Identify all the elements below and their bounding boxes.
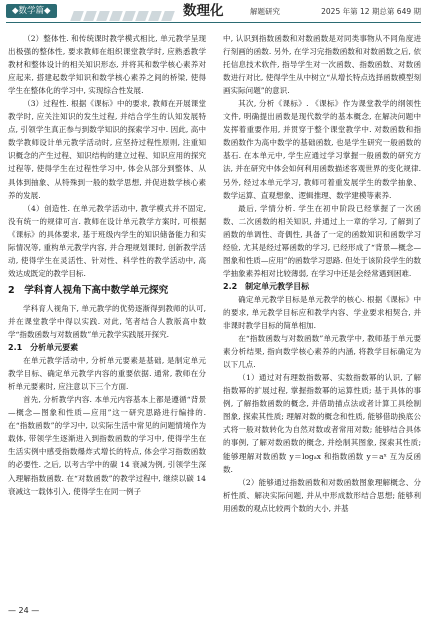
section-tag: ◆数学篇◆ xyxy=(6,4,57,18)
paragraph: 在“指数函数与对数函数”单元教学中, 教师基于单元要素分析结果, 指向数学核心素养的内涵, 将教学目标确定为以下几点. xyxy=(223,334,421,370)
issue-info: 2025 年第 12 期总第 649 期 xyxy=(321,7,421,16)
subsection-heading: 2.1 分析单元要素 xyxy=(8,343,79,353)
header-rule xyxy=(6,22,421,23)
paragraph: （2）能够通过指数函数和对数函数图象理解概念、分析性质、解决实际问题, 并从中形成数形结合思想; 能够利用函数的观点比较两个数的大小, 并基 xyxy=(223,477,421,513)
paragraph: 在单元教学活动中, 分析单元要素是基础, 是制定单元教学目标、确定单元教学内容的重要依据. 通常, 教师在分析单元要素时, 应注意以下三个方面. xyxy=(8,356,206,392)
paragraph: 最后, 学情分析. 学生在初中阶段已经掌握了一次函数、二次函数的相关知识, 并通过上一章的学习, 了解到了函数的单调性、奇偶性, 具备了一定的函数知识和函数学习经验, 尤其是经过幂函数的学习, 已经形成了“背景—概念—图象和性质—应用”的函数学习思路. 但处于该阶段学生的数学抽象素养相对比较薄弱, 在学习中还是会经常遇到困难. xyxy=(223,203,421,278)
paragraph: 学科育人视角下, 单元教学的优势逐渐得到教师的认可, 并在课堂教学中得以实践. 对此, 笔者结合人教版高中数学“指数函数与对数函数”单元教学实践展开探究. xyxy=(8,303,206,339)
journal-logo: 数理化 xyxy=(183,3,224,19)
paragraph: （3）过程性. 根据《课标》中的要求, 教师在开展课堂教学时, 应关注知识的发生过程, 并结合学生的认知发展特点, 引领学生真正参与到数学知识的探索学习中. 因此, 高中数学教师设计单元教学活动时, 应坚持过程性原则, 注重知识概念的产生过程、知识结构的建立过程、知识应用的探究过程等, 使得学生在过程性学习中, 体会从部分到整体、从具体到抽象、从特殊到一般的数学思想, 并促进数学核心素养的发展. xyxy=(8,99,206,200)
left-column xyxy=(8,32,206,607)
right-column xyxy=(223,32,421,622)
page-header xyxy=(0,0,427,24)
section-heading: 2 学科育人视角下高中数学单元探究 xyxy=(8,284,169,296)
header-decoration xyxy=(72,6,192,16)
paragraph: 其次, 分析《课标》. 《课标》作为课堂教学的纲领性文件, 明确提出函数是现代数学的基本概念, 在解决问题中发挥着重要作用, 并贯穿于整个课堂教学中. 对数函数和指数函数作为高中数学的基础函数, 也是学生研究一般函数的基石. 在本单元中, 学生应通过学习掌握一般函数的研究方法, 并在研究中体会如何利用函数描述客观世界的变化规律. 另外, 经过本单元学习, 教师可着重发展学生的数学抽象、数学运算、直观想象、逻辑推理、数学建模等素养. xyxy=(223,99,421,200)
paragraph-continued: 中, 认识到指数函数和对数函数是对同类事物从不同角度进行刻画的函数. 另外, 在学习完指数函数和对数函数之后, 依托信息技术软件, 指导学生对一次函数、指数函数、对数函数进行对比, 使得学生从中树立“从增长特点选择函数模型刻画实际问题”的意识. xyxy=(223,34,421,96)
paragraph: （2）整体性. 和传统课时教学模式相比, 单元教学呈现出极强的整体性, 要求教师在组织课堂教学时, 应熟悉教学教材和整体设计的相关知识形态, 并将其和数学核心素养对应起来, 搭建起数学知识和数学核心素养之间的桥梁, 使得学生在整体化的学习中, 实现综合性发展. xyxy=(8,34,206,96)
paragraph: 首先, 分析教学内容. 本单元内容基本上都是遵循“背景—概念—图象和性质—应用”这一研究思路进行编排的. 在“指数函数”的学习中, 以实际生活中常见的问题情境作为载体, 带领学生逐渐进入到指数函数的学习中, 使得学生在生活实例中感受指数爆炸式增长的特点, 体会学习指数函数的必要性. 之后, 以考古学中的碳 14 衰减为例, 引领学生深入理解指数函数. 在“对数函数”的教学过程中, 继续以碳 14 衰减这一载体引入, 使得学生在同一例子 xyxy=(8,395,206,496)
journal-subtitle: 解题研究 xyxy=(250,7,280,16)
subsection-heading: 2.2 制定单元教学目标 xyxy=(223,281,310,291)
paragraph: 确定单元教学目标是单元教学的核心. 根据《课标》中的要求, 单元教学目标应和教学内容、学业要求相契合, 并非课时教学目标的简单相加. xyxy=(223,294,421,331)
page-number: — 24 — xyxy=(8,606,40,615)
paragraph: （4）创造性. 在单元教学活动中, 教学模式并不固定, 没有统一的规律可言. 教师在设计单元教学方案时, 可根据《课标》的具体要求, 基于班级内学生的知识储备能力和实际情况等, 重构单元教学内容, 并合理规划课时, 创新教学活动, 使得学生在灵活性、针对性、科学性的教学活动中, 高效达成既定的教学目标. xyxy=(8,203,206,278)
paragraph: （1）通过对有理数指数幂、实数指数幂的认识, 了解指数幂的扩展过程, 掌握指数幂的运算性质; 基于具体的事例, 了解指数函数的概念, 并借助描点法或者计算工具绘制图象, 探索其性质; 理解对数的概念和性质, 能够借助换底公式将一般对数转化为自然对数或者常用对数; 能够结合具体的事例, 了解对数函数的概念, 并绘制其图象, 探索其性质; 能够理解对数函数 y＝logₐx 和指数函数 y＝aˣ 互为反函数. xyxy=(223,373,421,474)
